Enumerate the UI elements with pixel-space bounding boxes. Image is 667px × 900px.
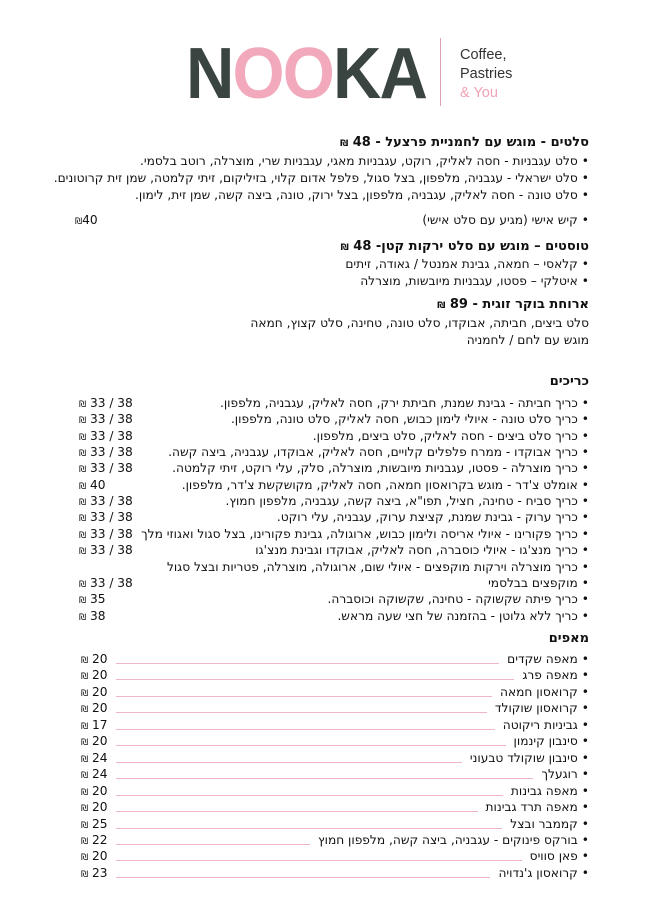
pastry-price: ₪ 20 xyxy=(81,652,108,666)
sandwich-name: • כריך פקורינו - איולי אריסה ולימון כבוש, ארוגולה, גבינת פקורינו, בצל סגול ואגוזי מלך xyxy=(141,527,589,541)
sandwich-row xyxy=(72,591,589,608)
leader-rule xyxy=(116,778,533,779)
logo-wordmark: NOOKA xyxy=(186,34,426,114)
pastry-price: ₪ 20 xyxy=(81,734,108,749)
pastry-row xyxy=(80,651,589,668)
pastry-price: ₪ 23 xyxy=(81,865,108,880)
sandwich-row xyxy=(72,575,589,592)
sandwich-price: ₪ 33 / 38 xyxy=(79,494,133,509)
pastry-row xyxy=(80,816,589,833)
pastry-price: ₪ 20 xyxy=(81,783,108,798)
sandwich-row xyxy=(72,493,589,510)
pastry-row xyxy=(80,799,589,816)
salad-item: • סלט עגבניות - חסה לאליק, רוקט, עגבניות מאגי, עגבניות שרי, מוצרלה, רוטב בלסמי. xyxy=(140,153,589,170)
leader-rule xyxy=(116,860,522,861)
sandwich-row xyxy=(72,411,589,428)
leader-rule xyxy=(116,795,503,796)
pastry-row xyxy=(80,717,589,734)
sandwich-price: ₪ 33 / 38 xyxy=(79,575,133,590)
sandwich-price: ₪ 33 / 38 xyxy=(79,461,133,476)
sandwich-price: ₪ 33 / 38 xyxy=(79,428,133,443)
pastry-price: ₪ 20 xyxy=(81,849,108,864)
sandwich-row xyxy=(72,542,589,559)
pastry-price: ₪ 20 xyxy=(81,800,108,815)
pastry-row xyxy=(80,733,589,750)
sandwich-price: ₪ 40 xyxy=(79,477,106,492)
leader-rule xyxy=(116,844,310,845)
pastries-title: מאפים xyxy=(548,631,589,646)
pastry-name: • קממבר ובצל xyxy=(510,816,589,833)
pastry-row xyxy=(80,667,589,684)
sandwich-name: • כריך מוצרלה וירקות מוקפצים - איולי שום, ארוגולה, מוצרלה, פטריות ובצל סגול xyxy=(167,560,589,574)
sandwich-price: ₪ 33 / 38 xyxy=(79,526,133,541)
pastry-name: • מאפה גבינות xyxy=(511,783,589,800)
sandwich-row xyxy=(72,444,589,461)
sandwich-name: • כריך סביח - טחינה, חציל, תפו"א, ביצה קשה, עגבניה, מלפפון חמוץ. xyxy=(226,494,589,508)
toasts-title: טוסטים – מוגש עם סלט ירקות קטן- 48 ₪ xyxy=(340,239,589,254)
sandwich-row xyxy=(72,428,589,445)
sandwich-price: ₪ 33 / 38 xyxy=(79,510,133,525)
sandwich-name: • כריך מוצרלה - פסטו, עגבניות מיובשות, מוצרלה, סלק, עלי רוקט, זיתי קלמטה. xyxy=(172,461,589,475)
leader-rule xyxy=(116,745,506,746)
sandwich-name: • כריך סלט ביצים - חסה לאליק, סלט ביצים, מלפפון. xyxy=(313,429,589,443)
pastry-row xyxy=(80,766,589,783)
breakfast-line: סלט ביצים, חביתה, אבוקדו, סלט טונה, טחינה, סלט קצוץ, חמאה xyxy=(250,316,589,330)
sandwiches-title: כריכים xyxy=(549,374,589,389)
pastry-name: • מאפה תרד גבינות xyxy=(486,799,590,816)
pastry-row xyxy=(80,865,589,882)
pastry-row xyxy=(80,832,589,849)
quiche-row xyxy=(72,212,589,229)
sandwich-row xyxy=(72,395,589,412)
sandwich-row xyxy=(72,460,589,477)
leader-rule xyxy=(116,811,478,812)
pastry-price: ₪ 24 xyxy=(81,750,108,765)
sandwich-price: ₪ 33 / 38 xyxy=(79,412,133,427)
pastry-price: ₪ 20 xyxy=(81,668,108,683)
leader-rule xyxy=(116,712,487,713)
sandwich-price: ₪ 35 xyxy=(79,592,106,607)
sandwich-price: ₪ 33 / 38 xyxy=(79,396,133,410)
pastry-price: ₪ 17 xyxy=(81,717,108,732)
sandwich-price: ₪ 33 / 38 xyxy=(79,445,133,460)
pastry-name: • גביניות ריקוטה xyxy=(503,717,589,734)
leader-rule xyxy=(116,679,514,680)
sandwich-row xyxy=(72,608,589,625)
leader-rule xyxy=(116,729,495,730)
leader-rule xyxy=(116,762,462,763)
pastry-price: ₪ 22 xyxy=(81,832,108,847)
pastry-price: ₪ 24 xyxy=(81,767,108,782)
pastry-row xyxy=(80,783,589,800)
pastry-name: • סינבון קינמון xyxy=(514,733,589,750)
sandwich-name: • כריך אבוקדו - ממרח פלפלים קלויים, חסה לאליק, אבוקדו, עגבניה, ביצה קשה. xyxy=(168,445,589,459)
quiche-name: • קיש אישי (מגיע עם סלט אישי) xyxy=(422,213,589,227)
pastry-name: • פאן סוויס xyxy=(530,848,589,865)
sandwich-row xyxy=(72,526,589,543)
leader-rule xyxy=(116,663,499,664)
pastry-row xyxy=(80,700,589,717)
sandwich-name: • כריך ערוק - גבינת שמנת, קציצת ערוק, עגבניה, עלי רוקט. xyxy=(277,510,589,524)
sandwich-price: ₪ 38 xyxy=(79,608,106,623)
pastry-row xyxy=(80,750,589,767)
sandwich-name: • מוקפצים בבלסמי xyxy=(488,576,589,590)
toast-item: • קלאסי – חמאה, גבינת אמנטל / גאודה, זיתים xyxy=(345,256,589,273)
sandwich-name: • אומלט צ'דר - מוגש בקרואסון חמאה, חסה לאליק, מקושקשת צ'דר, מלפפון. xyxy=(182,478,589,492)
salad-item: • סלט טונה - חסה לאליק, עגבניה, מלפפון, בצל ירוק, טונה, ביצה קשה, שמן זית, לימון. xyxy=(135,187,589,204)
brand-tagline: Coffee, Pastries & You xyxy=(460,47,513,101)
pastry-name: • קרואסון שוקולד xyxy=(495,700,589,717)
pastry-price: ₪ 20 xyxy=(81,684,108,699)
pastry-name: • קרואסון חמאה xyxy=(500,684,589,701)
pastry-name: • מאפה פרג xyxy=(522,667,589,684)
breakfast-line: מוגש עם לחם / לחמניה xyxy=(466,333,589,347)
pastry-name: • מאפה שקדים xyxy=(507,651,589,668)
pastry-name: • קרואסון ג'נדויה xyxy=(498,865,589,882)
sandwich-name: • כריך פיתה שקשוקה - טחינה, שקשוקה וכוסברה. xyxy=(327,592,589,606)
pastry-price: ₪ 20 xyxy=(81,701,108,716)
quiche-price: ₪40 xyxy=(75,213,98,227)
pastry-row xyxy=(80,848,589,865)
pastry-price: ₪ 25 xyxy=(81,816,108,831)
leader-rule xyxy=(116,696,492,697)
sandwich-row xyxy=(72,509,589,526)
salads-title: סלטים - מוגש עם לחמניית פרצעל - 48 ₪ xyxy=(340,135,589,150)
sandwich-name: • כריך ללא גלוטן - בהזמנה של חצי שעה מראש. xyxy=(337,609,589,623)
pastry-row xyxy=(80,684,589,701)
sandwich-price: ₪ 33 / 38 xyxy=(79,543,133,558)
salad-item: • סלט ישראלי - עגבניה, מלפפון, בצל סגול, פלפל אדום קלוי, בזיליקום, זיתי קלמטה, שמן זית קרוטונים. xyxy=(54,170,589,187)
leader-rule xyxy=(116,877,490,878)
sandwich-name: • כריך מנצ'גו - איולי כוסברה, חסה לאליק, אבוקדו וגבינת מנצ'גו xyxy=(255,543,589,557)
pastry-name: • רוגעלך xyxy=(541,766,589,783)
breakfast-title: ארוחת בוקר זוגית - 89 ₪ xyxy=(437,297,589,312)
leader-rule xyxy=(116,828,502,829)
sandwich-name: • כריך סלט טונה - איולי לימון כבוש, חסה לאליק, סלט טונה, מלפפון. xyxy=(231,412,589,426)
sandwich-name: • כריך חביתה - גבינת שמנת, חביתת ירק, חסה לאליק, עגבניה, מלפפון. xyxy=(220,396,589,410)
toast-item: • איטלקי – פסטו, עגבניות מיובשות, מוצרלה xyxy=(360,273,589,290)
sandwich-row xyxy=(72,477,589,494)
pastry-name: • סינבון שוקולד טבעוני xyxy=(470,750,589,767)
sandwich-row xyxy=(72,559,589,576)
pastry-name: • בורקס פינוקים - עגבניה, ביצה קשה, מלפפון חמוץ xyxy=(318,832,589,849)
